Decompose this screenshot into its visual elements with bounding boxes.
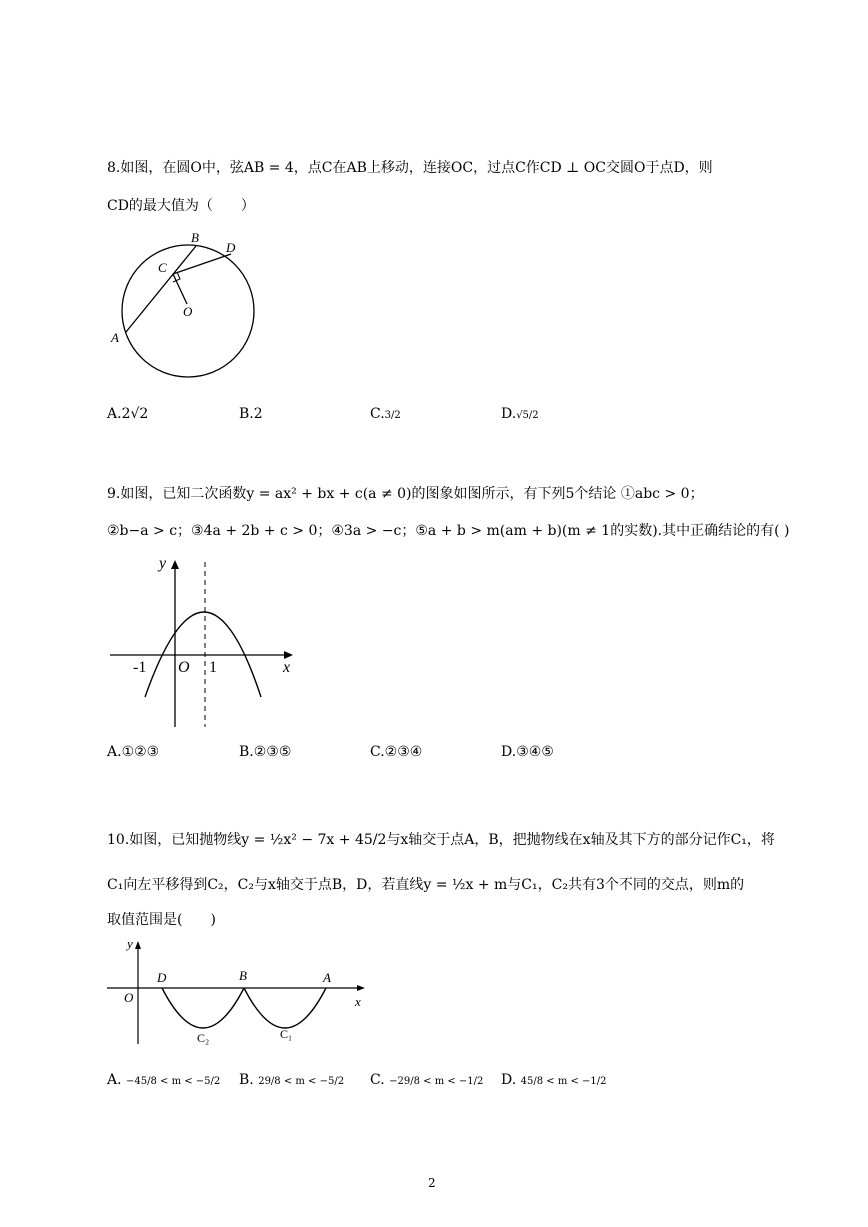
label-x: x — [283, 659, 291, 676]
q10-option-d: D. 45/8 < m < −1/2 — [501, 1072, 607, 1088]
q10-option-c: C. −29/8 < m < −1/2 — [370, 1072, 484, 1088]
label-a: A — [111, 330, 119, 345]
label-d: D — [226, 240, 236, 255]
x-axis-arrow — [284, 651, 293, 659]
label-x: x — [355, 994, 361, 1009]
q10-option-b: B. 29/8 < m < −5/2 — [239, 1072, 345, 1088]
label-c2: C₂ — [197, 1031, 210, 1045]
q9-parabola-figure — [105, 552, 305, 732]
page-number: 2 — [428, 1176, 436, 1190]
q10-line2: C₁向左平移得到C₂，C₂与x轴交于点B，D，若直线y = ½x + m与C₁，C₂共有3个不同的交点，则m的 — [107, 877, 745, 893]
y-axis-arrow — [171, 560, 179, 569]
q9-line1: 9.如图，已知二次函数y = ax² + bx + c(a ≠ 0)的图象如图所示，有下列5个结论 ①abc > 0； — [107, 486, 704, 502]
q10-option-a: A. −45/8 < m < −5/2 — [107, 1072, 221, 1088]
label-o: O — [124, 990, 134, 1005]
q10-line1: 10.如图，已知抛物线y = ½x² − 7x + 45/2与x轴交于点A，B，把抛物线在x轴及其下方的部分记作C₁，将 — [107, 832, 775, 848]
label-d: D — [157, 970, 167, 985]
x-axis-arrow — [357, 985, 365, 991]
label-b: B — [191, 230, 199, 245]
label-c1: C₁ — [280, 1027, 293, 1041]
label-minus1: -1 — [133, 659, 147, 676]
label-y: y — [127, 936, 133, 951]
q9-option-b: B.②③⑤ — [239, 744, 292, 760]
label-c: C — [158, 260, 167, 275]
label-a: A — [323, 970, 331, 985]
q8-option-c: C.3/2 — [370, 406, 401, 422]
curve-c2 — [162, 988, 244, 1028]
q9-option-c: C.②③④ — [370, 744, 423, 760]
q8-option-b: B.2 — [239, 406, 263, 422]
q8-option-a: A.2√2 — [107, 406, 149, 422]
label-b: B — [239, 968, 247, 983]
label-o: O — [183, 304, 193, 319]
q9-option-d: D.③④⑤ — [501, 744, 554, 760]
q8-option-d: D.√5/2 — [501, 406, 539, 422]
q8-line2: CD的最大值为（ ） — [107, 198, 255, 214]
y-axis-arrow — [135, 941, 141, 949]
q9-option-a: A.①②③ — [107, 744, 160, 760]
q8-line1: 8.如图，在圆O中，弦AB = 4，点C在AB上移动，连接OC，过点C作CD ⊥ OC交圆O于点D，则 — [107, 160, 713, 176]
chord-ab — [126, 246, 196, 332]
label-1: 1 — [209, 659, 217, 676]
q10-line3: 取值范围是( ) — [107, 912, 216, 928]
label-o: O — [178, 659, 190, 676]
label-y: y — [159, 555, 167, 572]
q10-parabolas-figure — [103, 932, 373, 1047]
q8-circle-figure — [105, 228, 265, 388]
curve-c1 — [244, 988, 326, 1028]
q9-line2: ②b−a > c；③4a + 2b + c > 0；④3a > −c；⑤a + b > m(am + b)(m ≠ 1的实数).其中正确结论的有( ) — [107, 523, 790, 539]
